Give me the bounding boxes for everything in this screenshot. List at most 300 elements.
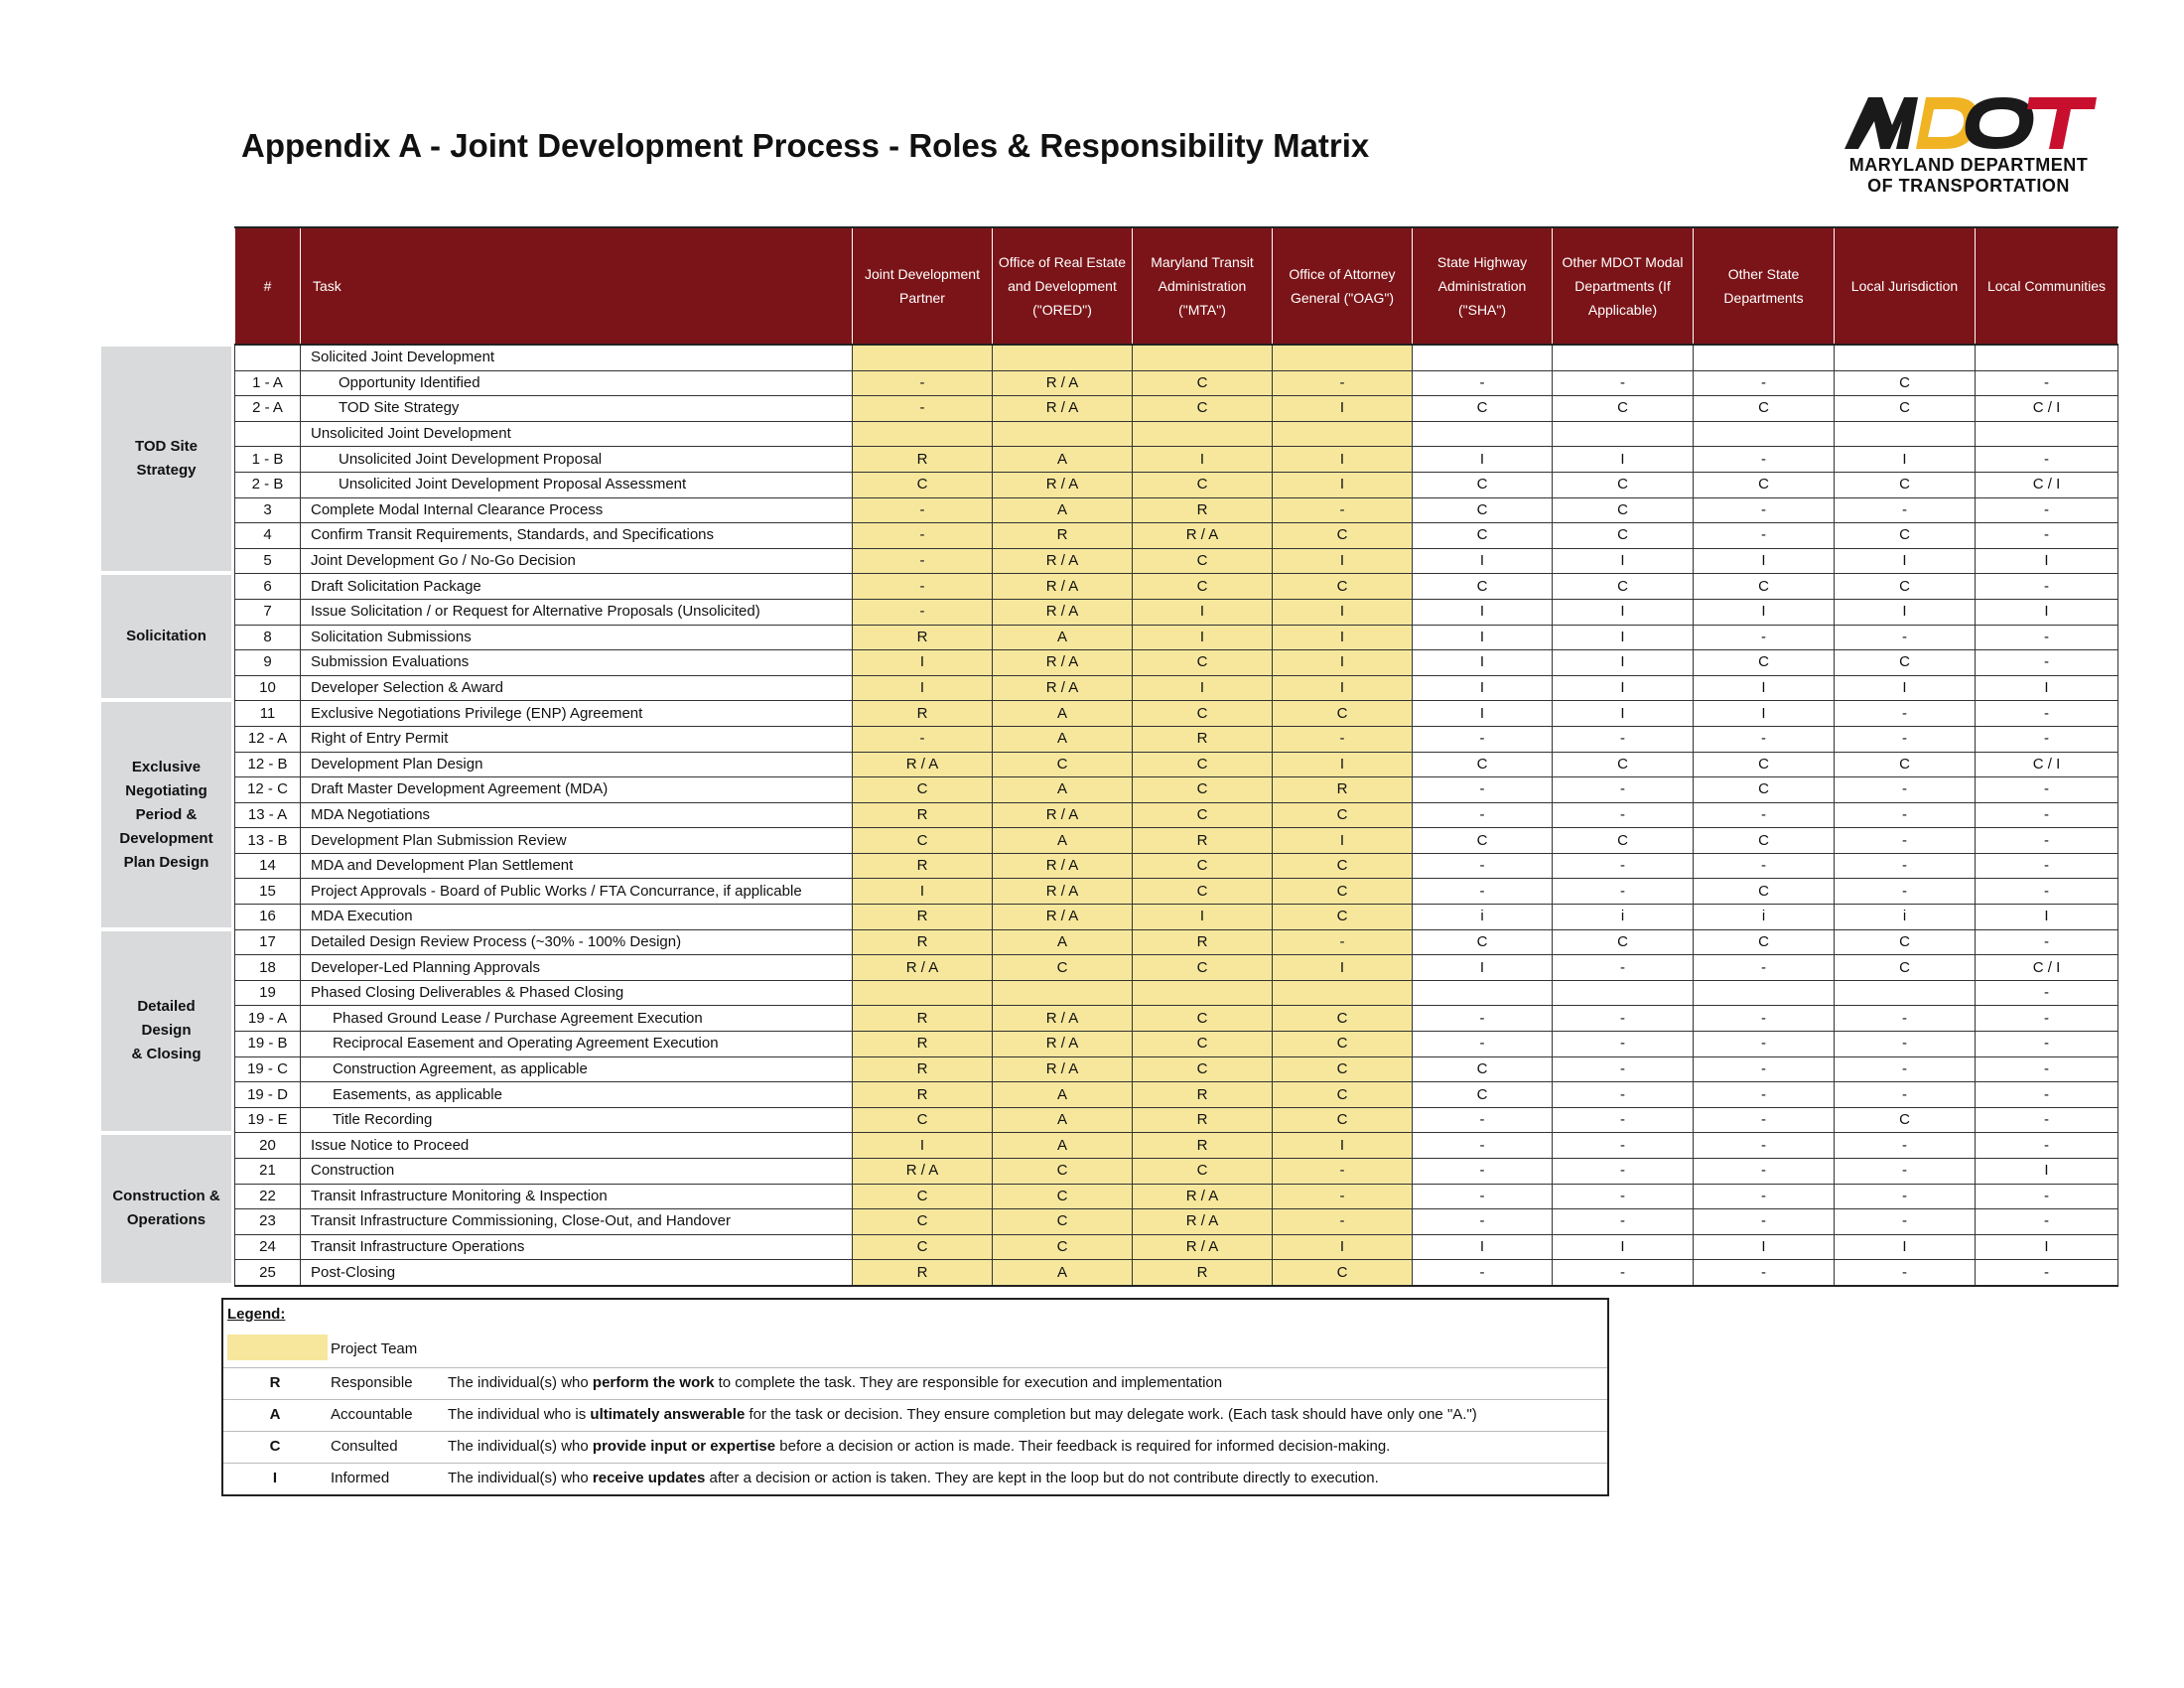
raci-cell: - — [1413, 1209, 1553, 1235]
header-task: Task — [301, 227, 853, 345]
raci-cell: - — [1694, 1032, 1835, 1057]
raci-cell — [1133, 421, 1273, 447]
raci-cell: I — [1976, 548, 2118, 574]
raci-cell: I — [1133, 905, 1273, 930]
raci-cell: R — [853, 1006, 993, 1032]
raci-cell: - — [1694, 1260, 1835, 1286]
row-number: 4 — [235, 523, 301, 549]
raci-cell: R / A — [993, 853, 1133, 879]
raci-cell: R / A — [993, 879, 1133, 905]
raci-cell: - — [1694, 447, 1835, 473]
raci-cell: - — [1976, 1260, 2118, 1286]
raci-cell: R — [853, 701, 993, 727]
raci-cell: I — [1976, 675, 2118, 701]
row-number: 10 — [235, 675, 301, 701]
row-task: Reciprocal Easement and Operating Agreement Execution — [301, 1032, 853, 1057]
raci-cell: - — [1273, 370, 1413, 396]
raci-cell: - — [853, 726, 993, 752]
raci-cell: - — [853, 574, 993, 600]
table-row — [235, 879, 2118, 905]
raci-cell: I — [1273, 396, 1413, 422]
raci-cell: R / A — [993, 905, 1133, 930]
raci-cell: R — [1133, 1133, 1273, 1159]
raci-cell — [1694, 421, 1835, 447]
row-task: Post-Closing — [301, 1260, 853, 1286]
section-label — [101, 347, 231, 571]
table-row — [235, 421, 2118, 447]
raci-cell: - — [1976, 574, 2118, 600]
raci-cell: I — [1273, 472, 1413, 497]
raci-cell: C — [1694, 828, 1835, 854]
legend-project-team: Project Team — [331, 1340, 418, 1357]
raci-cell: C — [1133, 955, 1273, 981]
row-number: 3 — [235, 497, 301, 523]
row-number: 1 - A — [235, 370, 301, 396]
section-label-text: Construction & Operations — [112, 1188, 220, 1229]
raci-cell: - — [1273, 1184, 1413, 1209]
raci-cell: C / I — [1976, 472, 2118, 497]
raci-cell: - — [1413, 370, 1553, 396]
raci-cell: C — [1413, 1056, 1553, 1082]
row-number: 12 - C — [235, 777, 301, 803]
row-task: Opportunity Identified — [301, 370, 853, 396]
table-row — [235, 370, 2118, 396]
raci-cell: - — [1835, 1260, 1976, 1286]
header-role: Office of Attorney General ("OAG") — [1273, 227, 1413, 345]
raci-cell: - — [1553, 1032, 1694, 1057]
raci-cell — [1273, 345, 1413, 370]
raci-cell: I — [1835, 599, 1976, 625]
table-row — [235, 1006, 2118, 1032]
row-number: 19 - D — [235, 1082, 301, 1108]
raci-cell: - — [1976, 370, 2118, 396]
row-task: Unsolicited Joint Development Proposal — [301, 447, 853, 473]
table-row — [235, 1234, 2118, 1260]
raci-cell: R — [853, 853, 993, 879]
raci-cell: - — [1413, 879, 1553, 905]
row-number: 19 - B — [235, 1032, 301, 1057]
raci-cell: - — [1694, 1184, 1835, 1209]
raci-cell: C — [1133, 472, 1273, 497]
raci-cell: C — [1413, 472, 1553, 497]
raci-cell: I — [1694, 701, 1835, 727]
raci-cell: - — [1835, 1006, 1976, 1032]
raci-cell: I — [1273, 548, 1413, 574]
row-task: Submission Evaluations — [301, 650, 853, 676]
raci-cell: - — [1694, 1082, 1835, 1108]
raci-cell: I — [1553, 675, 1694, 701]
table-row — [235, 905, 2118, 930]
raci-cell: - — [853, 497, 993, 523]
raci-cell: I — [1133, 599, 1273, 625]
raci-cell: I — [1553, 1234, 1694, 1260]
raci-cell: I — [1273, 828, 1413, 854]
raci-cell: I — [853, 650, 993, 676]
raci-cell: A — [993, 625, 1133, 650]
raci-cell: C — [993, 1159, 1133, 1185]
header-role: State Highway Administration ("SHA") — [1413, 227, 1553, 345]
table-row — [235, 548, 2118, 574]
raci-cell: - — [1553, 1209, 1694, 1235]
raci-cell: R / A — [853, 1159, 993, 1185]
raci-cell: C — [1133, 701, 1273, 727]
raci-cell: A — [993, 1260, 1133, 1286]
raci-cell: I — [1553, 599, 1694, 625]
row-task: Solicited Joint Development — [301, 345, 853, 370]
raci-cell: - — [1413, 726, 1553, 752]
raci-cell: I — [1553, 650, 1694, 676]
raci-cell: I — [1273, 599, 1413, 625]
raci-cell: - — [853, 548, 993, 574]
header-role: Other MDOT Modal Departments (If Applicable) — [1553, 227, 1694, 345]
row-number: 19 - E — [235, 1107, 301, 1133]
row-number: 21 — [235, 1159, 301, 1185]
raci-cell: C — [1133, 879, 1273, 905]
raci-cell: C / I — [1976, 955, 2118, 981]
raci-cell: - — [1835, 1082, 1976, 1108]
raci-cell: - — [853, 396, 993, 422]
raci-cell: I — [1413, 548, 1553, 574]
raci-cell: - — [1835, 701, 1976, 727]
raci-cell: C — [1273, 802, 1413, 828]
raci-cell — [1553, 345, 1694, 370]
row-task: Complete Modal Internal Clearance Process — [301, 497, 853, 523]
raci-cell: R / A — [993, 1056, 1133, 1082]
row-task: Title Recording — [301, 1107, 853, 1133]
raci-cell: I — [1835, 447, 1976, 473]
raci-cell — [1976, 421, 2118, 447]
logo-line-2: OF TRANSPORTATION — [1867, 176, 2070, 196]
raci-cell: C — [1133, 1032, 1273, 1057]
legend-key: R — [269, 1374, 281, 1391]
raci-cell: - — [1694, 370, 1835, 396]
header-num: # — [235, 227, 301, 345]
table-row — [235, 980, 2118, 1006]
raci-cell: - — [1976, 625, 2118, 650]
raci-cell: - — [1413, 853, 1553, 879]
raci-cell — [1694, 980, 1835, 1006]
raci-cell: - — [1694, 1133, 1835, 1159]
raci-cell: - — [1413, 1159, 1553, 1185]
row-number: 8 — [235, 625, 301, 650]
legend-name: Responsible — [331, 1374, 413, 1391]
raci-cell: R / A — [993, 396, 1133, 422]
raci-cell: C — [1133, 1056, 1273, 1082]
raci-cell: - — [1694, 1159, 1835, 1185]
raci-cell: I — [1273, 955, 1413, 981]
table-row — [235, 497, 2118, 523]
raci-cell: I — [853, 879, 993, 905]
raci-cell: - — [1413, 1032, 1553, 1057]
raci-cell: R — [993, 523, 1133, 549]
raci-cell: - — [853, 370, 993, 396]
raci-cell: - — [1835, 802, 1976, 828]
row-number: 18 — [235, 955, 301, 981]
raci-cell: R — [853, 802, 993, 828]
page-title: Appendix A - Joint Development Process - Roles & Responsibility Matrix — [241, 127, 1370, 164]
raci-cell: C — [993, 752, 1133, 777]
raci-cell: R — [1133, 1082, 1273, 1108]
raci-cell: C — [1835, 523, 1976, 549]
raci-cell: I — [853, 675, 993, 701]
header-role: Local Jurisdiction — [1835, 227, 1976, 345]
raci-cell: C — [1133, 370, 1273, 396]
raci-cell: C — [993, 1184, 1133, 1209]
raci-cell: - — [1273, 726, 1413, 752]
raci-cell: I — [853, 1133, 993, 1159]
raci-cell: - — [1553, 1260, 1694, 1286]
raci-cell: - — [1976, 853, 2118, 879]
raci-cell: - — [1553, 1056, 1694, 1082]
raci-cell: R — [1133, 1260, 1273, 1286]
raci-cell: R — [853, 1032, 993, 1057]
section-label — [101, 931, 231, 1131]
raci-cell: C — [1553, 574, 1694, 600]
raci-cell: C — [1413, 752, 1553, 777]
raci-cell: R / A — [993, 370, 1133, 396]
raci-cell: C — [853, 472, 993, 497]
raci-cell — [1553, 980, 1694, 1006]
row-task: Right of Entry Permit — [301, 726, 853, 752]
row-task: Developer-Led Planning Approvals — [301, 955, 853, 981]
raci-cell: I — [1273, 650, 1413, 676]
row-number — [235, 345, 301, 370]
raci-cell — [1133, 345, 1273, 370]
raci-cell: - — [1694, 1006, 1835, 1032]
raci-cell: I — [1694, 1234, 1835, 1260]
raci-cell: C — [1273, 905, 1413, 930]
raci-cell: A — [993, 497, 1133, 523]
raci-cell: C — [1835, 574, 1976, 600]
legend-description: The individual(s) who receive updates after a decision or action is taken. They are kept in the loop but do not contribute directly to execution. — [448, 1470, 1379, 1486]
row-number: 20 — [235, 1133, 301, 1159]
row-task: Development Plan Design — [301, 752, 853, 777]
raci-cell: C — [1835, 1107, 1976, 1133]
raci-cell: I — [1553, 548, 1694, 574]
raci-cell: C — [1835, 370, 1976, 396]
raci-cell: - — [1694, 726, 1835, 752]
row-number: 19 - C — [235, 1056, 301, 1082]
raci-cell: R / A — [993, 574, 1133, 600]
raci-cell: - — [1976, 650, 2118, 676]
raci-cell: - — [1694, 1209, 1835, 1235]
raci-cell — [853, 980, 993, 1006]
table-row — [235, 1107, 2118, 1133]
raci-cell: - — [1413, 802, 1553, 828]
raci-cell: C — [1694, 650, 1835, 676]
raci-cell: - — [1553, 1184, 1694, 1209]
project-team-swatch — [227, 1335, 328, 1360]
legend-key: C — [269, 1438, 281, 1455]
raci-cell: R / A — [1133, 1234, 1273, 1260]
legend-name: Accountable — [331, 1406, 413, 1423]
legend-key: A — [269, 1406, 281, 1423]
raci-cell: C — [1553, 472, 1694, 497]
row-number: 9 — [235, 650, 301, 676]
legend-description: The individual(s) who perform the work to complete the task. They are responsible for execution and implementation — [448, 1374, 1223, 1391]
raci-cell: - — [1835, 726, 1976, 752]
raci-cell: C — [853, 1107, 993, 1133]
raci-cell: - — [1694, 497, 1835, 523]
table-row — [235, 929, 2118, 955]
legend-title: Legend: — [227, 1306, 286, 1323]
raci-cell: C / I — [1976, 396, 2118, 422]
raci-cell: A — [993, 1133, 1133, 1159]
row-number: 14 — [235, 853, 301, 879]
raci-cell: C — [1133, 574, 1273, 600]
raci-cell: I — [1133, 625, 1273, 650]
raci-cell: C — [1133, 752, 1273, 777]
raci-cell: I — [1273, 625, 1413, 650]
raci-cell: - — [1553, 777, 1694, 803]
raci-cell: - — [1694, 802, 1835, 828]
raci-cell: C — [853, 828, 993, 854]
raci-cell: C — [993, 955, 1133, 981]
raci-cell: R — [853, 1056, 993, 1082]
table-row — [235, 752, 2118, 777]
table-row — [235, 523, 2118, 549]
table-row — [235, 1159, 2118, 1185]
row-task: MDA Negotiations — [301, 802, 853, 828]
raci-cell: I — [1273, 675, 1413, 701]
table-row — [235, 1133, 2118, 1159]
raci-cell: - — [1694, 853, 1835, 879]
section-label — [101, 1135, 231, 1284]
row-number: 7 — [235, 599, 301, 625]
raci-cell: - — [1553, 1159, 1694, 1185]
raci-cell: I — [1553, 447, 1694, 473]
legend-row — [223, 1463, 1607, 1491]
raci-cell: i — [1553, 905, 1694, 930]
raci-cell: I — [1273, 752, 1413, 777]
row-task: Phased Ground Lease / Purchase Agreement Execution — [301, 1006, 853, 1032]
raci-cell: C — [1835, 929, 1976, 955]
header-row — [235, 227, 2118, 345]
raci-cell: C — [1133, 396, 1273, 422]
raci-cell: C — [1694, 472, 1835, 497]
raci-cell: C — [1694, 777, 1835, 803]
table-row — [235, 675, 2118, 701]
raci-cell: C — [1553, 929, 1694, 955]
raci-cell: - — [1835, 1184, 1976, 1209]
raci-cell: - — [1553, 955, 1694, 981]
raci-cell: C — [1413, 574, 1553, 600]
table-row — [235, 1260, 2118, 1286]
raci-cell: - — [1273, 497, 1413, 523]
legend-description: The individual(s) who provide input or expertise before a decision or action is made. Their feedback is required for informed decision-making. — [448, 1438, 1391, 1455]
raci-cell: C — [1694, 752, 1835, 777]
raci-cell: I — [1553, 625, 1694, 650]
raci-cell: C — [1413, 828, 1553, 854]
table-row — [235, 1209, 2118, 1235]
raci-cell: C / I — [1976, 752, 2118, 777]
raci-cell: R / A — [993, 1006, 1133, 1032]
header-role: Joint Development Partner — [853, 227, 993, 345]
row-number: 19 - A — [235, 1006, 301, 1032]
raci-cell: R — [853, 929, 993, 955]
raci-cell: A — [993, 701, 1133, 727]
raci-cell: C — [1133, 1159, 1273, 1185]
raci-cell: - — [1413, 1107, 1553, 1133]
raci-cell: - — [1413, 1133, 1553, 1159]
raci-cell: C — [1273, 574, 1413, 600]
raci-cell: - — [1694, 1107, 1835, 1133]
table-row — [235, 625, 2118, 650]
raci-cell: - — [1976, 701, 2118, 727]
raci-cell: C — [1133, 777, 1273, 803]
raci-cell: R — [853, 905, 993, 930]
raci-cell: R / A — [1133, 1184, 1273, 1209]
raci-cell: - — [1976, 523, 2118, 549]
raci-cell: - — [1976, 879, 2118, 905]
row-number: 17 — [235, 929, 301, 955]
raci-cell — [1553, 421, 1694, 447]
table-row — [235, 726, 2118, 752]
raci-cell: C — [1413, 396, 1553, 422]
raci-cell — [1976, 345, 2118, 370]
raci-cell: - — [1835, 1159, 1976, 1185]
raci-cell: I — [1413, 599, 1553, 625]
raci-cell: - — [1976, 447, 2118, 473]
raci-cell: - — [1553, 1133, 1694, 1159]
row-number: 1 - B — [235, 447, 301, 473]
raci-cell: - — [1413, 1260, 1553, 1286]
raci-cell: R — [1273, 777, 1413, 803]
raci-cell: - — [1273, 1159, 1413, 1185]
raci-cell: - — [1835, 497, 1976, 523]
row-task: Construction Agreement, as applicable — [301, 1056, 853, 1082]
raci-cell: C — [1553, 752, 1694, 777]
raci-cell: - — [1835, 777, 1976, 803]
raci-cell: C — [1133, 1006, 1273, 1032]
legend-row — [223, 1399, 1607, 1428]
raci-cell: - — [1976, 828, 2118, 854]
raci-cell: - — [1976, 802, 2118, 828]
raci-cell: C — [853, 1234, 993, 1260]
raci-cell: C — [1133, 548, 1273, 574]
raci-cell: C — [993, 1209, 1133, 1235]
row-number: 5 — [235, 548, 301, 574]
raci-cell: I — [1976, 1234, 2118, 1260]
raci-cell: R / A — [1133, 523, 1273, 549]
raci-cell: I — [1694, 548, 1835, 574]
legend-description: The individual who is ultimately answerable for the task or decision. They ensure completion but may delegate work. (Each task should have only one "A.") — [448, 1406, 1477, 1423]
raci-cell: R — [1133, 929, 1273, 955]
row-task: Joint Development Go / No-Go Decision — [301, 548, 853, 574]
raci-cell: A — [993, 447, 1133, 473]
row-task: Easements, as applicable — [301, 1082, 853, 1108]
raci-cell: - — [1694, 523, 1835, 549]
raci-cell: I — [1835, 548, 1976, 574]
raci-cell: - — [1553, 726, 1694, 752]
raci-cell: R / A — [993, 548, 1133, 574]
raci-cell: - — [1273, 929, 1413, 955]
table-row — [235, 472, 2118, 497]
raci-cell: A — [993, 828, 1133, 854]
mdot-wordmark-icon — [1835, 91, 2103, 153]
raci-cell: R — [1133, 1107, 1273, 1133]
raci-cell: - — [1976, 1184, 2118, 1209]
row-task: Transit Infrastructure Monitoring & Inspection — [301, 1184, 853, 1209]
raci-cell: - — [1553, 1006, 1694, 1032]
table-row — [235, 345, 2118, 370]
raci-cell: I — [1976, 1159, 2118, 1185]
section-label-text: Solicitation — [126, 628, 206, 645]
raci-cell: C — [1413, 1082, 1553, 1108]
raci-cell — [1273, 421, 1413, 447]
raci-cell: I — [1273, 1133, 1413, 1159]
row-number: 12 - B — [235, 752, 301, 777]
